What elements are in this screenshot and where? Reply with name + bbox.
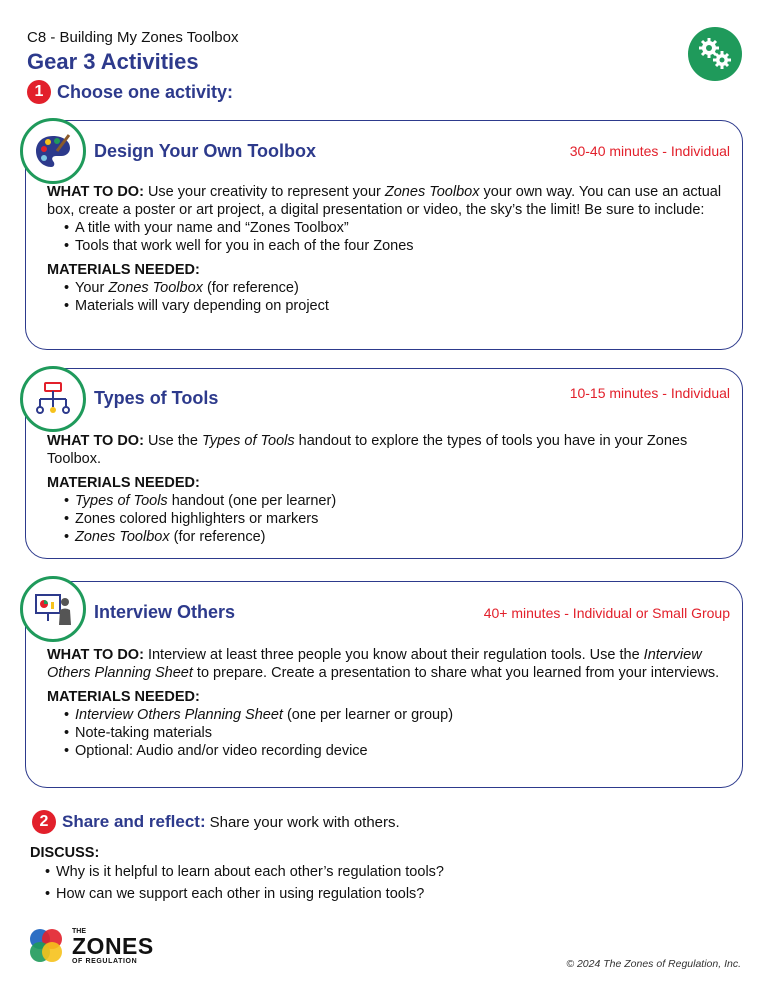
list-item: • A title with your name and “Zones Toolbox”	[75, 219, 724, 237]
hierarchy-icon	[20, 366, 86, 432]
step-1-label: Choose one activity:	[57, 81, 234, 102]
list-item: • Why is it helpful to learn about each other’s regulation tools?	[56, 861, 444, 883]
card-body	[47, 646, 724, 760]
step-2-heading	[32, 810, 400, 834]
logo-the-text: THE	[72, 927, 86, 935]
document-subtitle: C8 - Building My Zones Toolbox	[27, 29, 239, 46]
card-title: Types of Tools	[94, 388, 219, 408]
what-to-do-paragraph: WHAT TO DO: Interview at least three people you know about their regulation tools. Use the Interview Others Planning Sheet to prepare. Create a presentation to share what you learned from your interviews.	[47, 647, 720, 681]
copyright-notice: © 2024 The Zones of Regulation, Inc.	[566, 958, 741, 970]
gears-icon	[688, 27, 742, 81]
list-item: • Zones colored highlighters or markers	[75, 510, 724, 528]
card-duration: 40+ minutes - Individual or Small Group	[483, 605, 730, 621]
page-title: Gear 3 Activities	[27, 49, 199, 74]
discuss-heading: DISCUSS:	[30, 845, 100, 861]
discuss-section	[30, 845, 444, 905]
step-2-label: Share and reflect:	[62, 812, 206, 831]
card-body	[47, 183, 724, 315]
what-to-do-paragraph: WHAT TO DO: Use the Types of Tools handout to explore the types of tools you have in your Zones Toolbox.	[47, 433, 688, 467]
activity-card-types-of-tools	[25, 368, 743, 559]
activity-card-design-toolbox	[25, 120, 743, 350]
materials-list	[47, 279, 724, 315]
zones-logo	[26, 926, 154, 966]
presentation-icon	[20, 576, 86, 642]
step-2-text: Share your work with others.	[209, 813, 400, 831]
materials-heading: MATERIALS NEEDED:	[47, 689, 200, 705]
card-duration: 30-40 minutes - Individual	[569, 143, 730, 159]
step-number-badge: 1	[27, 80, 51, 104]
palette-icon	[20, 118, 86, 184]
card-body	[47, 432, 724, 546]
step-1-heading	[27, 80, 233, 104]
list-item: • Your Zones Toolbox (for reference)	[75, 279, 724, 297]
list-item: • Interview Others Planning Sheet (one per learner or group)	[75, 706, 724, 724]
materials-list	[47, 492, 724, 546]
logo-zones-text: ZONES	[72, 932, 154, 959]
list-item: • Tools that work well for you in each of the four Zones	[75, 237, 724, 255]
list-item: • Zones Toolbox (for reference)	[75, 528, 724, 546]
activity-card-interview-others	[25, 581, 743, 788]
materials-list	[47, 706, 724, 760]
card-title: Interview Others	[94, 602, 236, 622]
list-item: • Optional: Audio and/or video recording device	[75, 742, 724, 760]
include-list	[47, 219, 724, 255]
list-item: • Materials will vary depending on project	[75, 297, 724, 315]
discuss-list	[30, 861, 444, 905]
materials-heading: MATERIALS NEEDED:	[47, 475, 200, 491]
card-title: Design Your Own Toolbox	[94, 141, 317, 161]
list-item: • How can we support each other in using regulation tools?	[56, 883, 444, 905]
what-to-do-paragraph: WHAT TO DO: Use your creativity to represent your Zones Toolbox your own way. You can use an actual box, create a poster or art project, a digital presentation or video, the sky’s the limit! Be sure to include:	[47, 184, 722, 218]
logo-of-regulation-text: OF REGULATION	[72, 957, 138, 965]
card-duration: 10-15 minutes - Individual	[569, 385, 730, 401]
list-item: • Types of Tools handout (one per learner)	[75, 492, 724, 510]
materials-heading: MATERIALS NEEDED:	[47, 262, 200, 278]
step-number-badge: 2	[32, 810, 56, 834]
list-item: • Note-taking materials	[75, 724, 724, 742]
zones-logo-icon	[26, 926, 66, 966]
